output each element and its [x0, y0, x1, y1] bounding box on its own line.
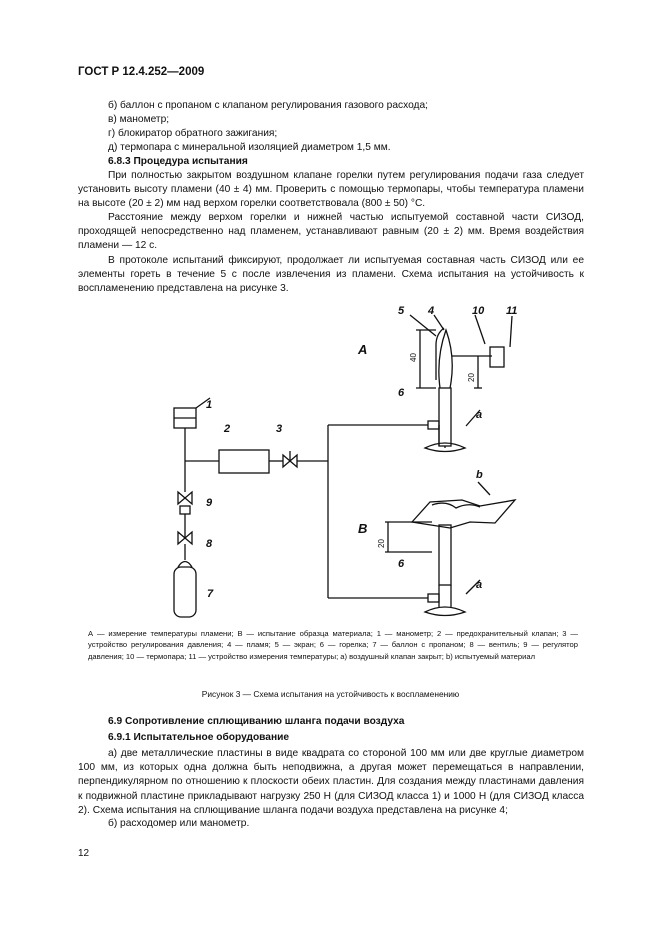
- list-item: в) манометр;: [108, 114, 170, 125]
- paragraph: При полностью закрытом воздушном клапане горелки путем регулирования подачи газа следует установить высоту пламени (40 ± 4) мм. Проверить с помощью термопары, чтобы температура пламени на высоте (20 ± 2) мм над верхом горелки соответствовала (800 ± 50) °С.: [78, 170, 584, 210]
- label-6-upper: 6: [398, 387, 405, 399]
- label-7: 7: [207, 588, 214, 600]
- label-a-upper: а: [476, 409, 483, 421]
- safety-valve: [219, 450, 269, 473]
- page-number: 12: [78, 848, 90, 859]
- test-material: [412, 500, 515, 528]
- label-11: 11: [506, 305, 518, 317]
- section-heading: 6.9 Сопротивление сплющиванию шланга подачи воздуха: [108, 716, 405, 727]
- label-4: 4: [428, 305, 435, 317]
- document-header: ГОСТ Р 12.4.252—2009: [78, 66, 205, 78]
- flame-upper: [439, 330, 452, 388]
- label-3: 3: [276, 423, 283, 435]
- propane-cylinder: [174, 567, 196, 617]
- label-8: 8: [206, 538, 213, 550]
- label-10: 10: [472, 305, 485, 317]
- figure-legend: А — измерение температуры пламени; В — испытание образца материала; 1 — манометр; 2 — предохранительный клапан; 3 — устройство регулирования давления; 4 — пламя; 5 — экран; 6 — горелка; 7 — баллон с пропаном; 8 — вентиль; 9 — регулятор давления; 10 — термопара; 11 — устройство измерения температуры; а) воздушный клапан закрыт; b) испытуемый материал: [88, 629, 578, 661]
- section-heading: 6.9.1 Испытательное оборудование: [108, 732, 290, 743]
- dim-40: 40: [409, 353, 418, 362]
- label-a-lower: а: [476, 579, 483, 591]
- burner-upper: [439, 388, 451, 446]
- list-item: г) блокиратор обратного зажигания;: [108, 128, 278, 139]
- burner-lower: [439, 525, 451, 585]
- list-item: б) расходомер или манометр.: [108, 818, 250, 829]
- figure-caption: Рисунок 3 — Схема испытания на устойчивость к воспламенению: [201, 689, 460, 699]
- section-heading: 6.8.3 Процедура испытания: [108, 156, 248, 167]
- paragraph: Расстояние между верхом горелки и нижней частью испытуемой составной части СИЗОД, проходящей непосредственно над пламенем, устанавливают равным (20 ± 2) мм. Время воздействия пламени — 12 с.: [78, 212, 584, 252]
- temperature-meter: [490, 347, 504, 367]
- pressure-regulator: [178, 492, 192, 504]
- list-item: б) баллон с пропаном с клапаном регулирования газового расхода;: [108, 100, 428, 111]
- label-5: 5: [398, 305, 405, 317]
- list-item: д) термопара с минеральной изоляцией диаметром 1,5 мм.: [108, 142, 391, 153]
- dim-20-lower: 20: [377, 539, 386, 548]
- label-2: 2: [224, 423, 231, 435]
- label-A: А: [358, 342, 368, 357]
- paragraph: а) две металлические пластины в виде квадрата со стороной 100 мм или две круглые диаметром 100 мм, из которых одна должна быть неподвижна, а другая может перемещаться в направлении, перпендикулярном по отношению к плоскости обеих пластин. Для создания между пластинами давления к подвижной пластине прикладывают нагрузку 250 Н (для СИЗОД класса 1) и 1000 Н (для СИЗОД класса 2). Схема испытания на сплющивание шланга подачи воздуха представлена на рисунке 4;: [78, 748, 584, 816]
- label-B: В: [358, 521, 368, 536]
- label-6-lower: 6: [398, 558, 405, 570]
- label-b: b: [476, 469, 483, 481]
- label-9: 9: [206, 497, 213, 509]
- dim-20-upper: 20: [467, 373, 476, 382]
- paragraph: В протоколе испытаний фиксируют, продолжает ли испытуемая составная часть СИЗОД или ее элементы гореть в течение 5 с после извлечения из пламени. Схема испытания на устойчивость к воспламенению представлена на рисунке 3.: [78, 255, 584, 295]
- label-1: 1: [206, 399, 213, 411]
